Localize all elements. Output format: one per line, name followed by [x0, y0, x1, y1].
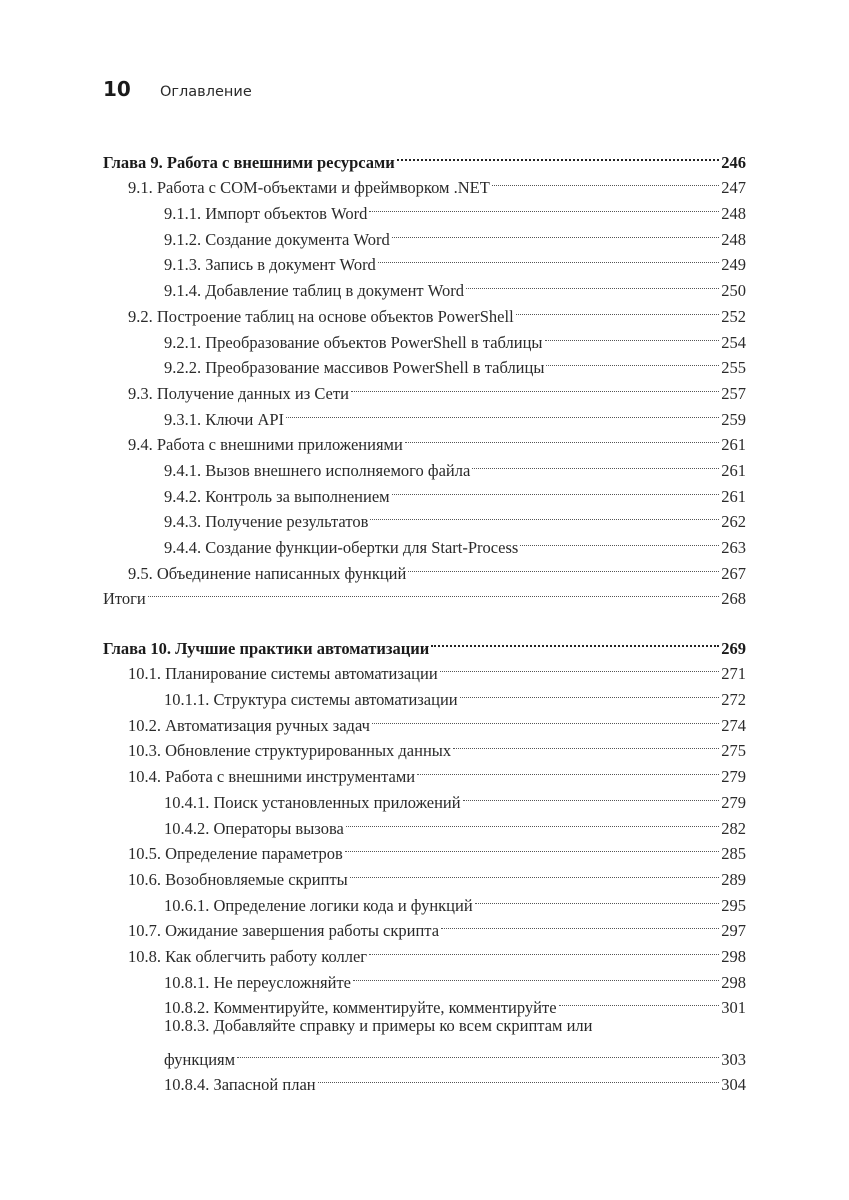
entry-page: 279 [721, 792, 746, 812]
toc-entry[interactable] [103, 296, 746, 326]
toc-entry[interactable] [103, 756, 746, 787]
dot-leader [431, 628, 719, 654]
dot-leader [345, 834, 719, 860]
entry-page: 298 [721, 946, 746, 966]
entry-title: 10.2. Автоматизация ручных задач [128, 713, 372, 739]
toc-entry[interactable] [103, 270, 746, 301]
entry-page: 274 [721, 715, 746, 735]
dot-leader [318, 1065, 720, 1091]
entry-title: 10.8.4. Запасной план [164, 1072, 318, 1098]
entry-title: 9.4.1. Вызов внешнего исполняемого файла [164, 458, 472, 484]
entry-page: 268 [721, 589, 746, 609]
toc-entry[interactable] [103, 373, 746, 403]
entry-title: 9.4.3. Получение результатов [164, 509, 370, 535]
dot-leader [516, 296, 720, 322]
entry-title: 9.1.1. Импорт объектов Word [164, 201, 369, 227]
entry-title: 10.4. Работа с внешними инструментами [128, 764, 417, 790]
entry-title: 9.4.4. Создание функции-обертки для Start-Process [164, 535, 520, 561]
dot-leader [453, 731, 719, 757]
toc-entry[interactable] [103, 859, 746, 889]
entry-page: 285 [721, 844, 746, 864]
entry-title: 9.5. Объединение написанных функций [128, 561, 408, 587]
dot-leader [397, 142, 719, 168]
entry-page: 259 [721, 409, 746, 429]
toc-entry[interactable] [103, 527, 746, 557]
entry-title: 10.3. Обновление структурированных данных [128, 738, 453, 764]
chapter-title: Глава 9. Работа с внешними ресурсами [103, 150, 397, 176]
toc-entry[interactable] [103, 502, 746, 532]
entry-title: 10.5. Определение параметров [128, 841, 345, 867]
entry-page: 301 [721, 998, 746, 1018]
toc-entry[interactable] [103, 679, 746, 710]
toc-chapter-heading[interactable] [103, 142, 746, 172]
dot-leader [369, 936, 719, 962]
toc-entry[interactable] [103, 193, 746, 224]
entry-page: 297 [721, 921, 746, 941]
toc-entry[interactable] [103, 1065, 746, 1095]
toc-entry[interactable] [103, 808, 746, 838]
dot-leader [405, 425, 719, 451]
dot-leader [520, 527, 719, 553]
entry-page: 295 [721, 895, 746, 915]
dot-leader [286, 399, 719, 425]
dot-leader [351, 373, 719, 399]
entry-page: 263 [721, 538, 746, 557]
entry-title: 10.1.1. Структура системы автоматизации [164, 687, 460, 713]
entry-title: 10.7. Ожидание завершения работы скрипта [128, 918, 441, 944]
chapter-title: Глава 10. Лучшие практики автоматизации [103, 636, 431, 662]
entry-title: 9.1.3. Запись в документ Word [164, 252, 378, 278]
dot-leader [546, 348, 719, 374]
dot-leader [148, 579, 719, 605]
entry-page: 279 [721, 767, 746, 787]
entry-page: 252 [721, 306, 746, 326]
chapter-page: 269 [721, 638, 746, 658]
dot-leader [353, 962, 719, 988]
entry-title: 9.3.1. Ключи API [164, 407, 286, 433]
dot-leader [408, 553, 719, 579]
section-title: Оглавление [160, 84, 252, 100]
entry-page: 262 [721, 512, 746, 532]
entry-title: 9.1. Работа с COM-объектами и фреймворком .NET [128, 175, 492, 201]
dot-leader [492, 168, 719, 194]
entry-title: 10.1. Планирование системы автоматизации [128, 661, 440, 687]
dot-leader [440, 654, 720, 680]
entry-page: 257 [721, 383, 746, 403]
dot-leader [417, 756, 719, 782]
entry-title: 10.4.1. Поиск установленных приложений [164, 790, 463, 816]
entry-page: 255 [721, 358, 746, 378]
dot-leader [369, 193, 719, 219]
entry-title: 10.4.2. Операторы вызова [164, 816, 346, 842]
toc-entry-summary[interactable] [103, 579, 746, 609]
dot-leader [463, 782, 720, 808]
toc-entry[interactable] [103, 936, 746, 966]
entry-page: 272 [721, 690, 746, 710]
toc-entry[interactable] [103, 553, 746, 583]
entry-title: 10.8. Как облегчить работу коллег [128, 944, 369, 970]
toc-chapter-heading[interactable] [103, 628, 746, 658]
toc-entry[interactable] [103, 654, 746, 684]
entry-page: 282 [721, 818, 746, 838]
entry-title: 9.1.2. Создание документа Word [164, 227, 392, 253]
dot-leader [350, 859, 719, 885]
toc-entry[interactable] [103, 168, 746, 198]
entry-page: 248 [721, 204, 746, 224]
toc-entry-multiline[interactable] [103, 1013, 746, 1069]
entry-page: 267 [721, 563, 746, 583]
entry-page: 249 [721, 255, 746, 275]
entry-title: 10.6.1. Определение логики кода и функций [164, 893, 475, 919]
entry-page: 271 [721, 664, 746, 684]
entry-title: 9.3. Получение данных из Сети [128, 381, 351, 407]
dot-leader [460, 679, 720, 705]
entry-page: 261 [721, 460, 746, 480]
entry-title: 9.4.2. Контроль за выполнением [164, 484, 392, 510]
toc-entry[interactable] [103, 911, 746, 941]
dot-leader [378, 245, 719, 271]
toc-entry[interactable] [103, 782, 746, 812]
toc-entry[interactable] [103, 476, 746, 506]
chapter-9-block [103, 142, 746, 609]
toc-entry[interactable] [103, 962, 746, 992]
entry-title: 9.2.1. Преобразование объектов PowerShell в таблицы [164, 330, 545, 356]
dot-leader [372, 705, 719, 731]
entry-title: 9.2. Построение таблиц на основе объектов PowerShell [128, 304, 516, 330]
entry-page: 304 [721, 1075, 746, 1095]
dot-leader [392, 219, 720, 245]
entry-page: 250 [721, 281, 746, 301]
entry-page: 303 [721, 1049, 746, 1069]
dot-leader [472, 450, 719, 476]
toc-entry[interactable] [103, 450, 746, 480]
toc-entry[interactable] [103, 348, 746, 378]
entry-title: 10.6. Возобновляемые скрипты [128, 867, 350, 893]
dot-leader [559, 988, 720, 1014]
entry-title: 9.2.2. Преобразование массивов PowerShell в таблицы [164, 355, 546, 381]
toc-entry[interactable] [103, 731, 746, 761]
toc-entry[interactable] [103, 705, 746, 735]
toc-entry[interactable] [103, 399, 746, 429]
toc-entry[interactable] [103, 834, 746, 864]
entry-page: 298 [721, 972, 746, 992]
entry-page: 247 [721, 178, 746, 198]
toc-entry[interactable] [103, 425, 746, 455]
toc-entry[interactable] [103, 245, 746, 275]
page-number: 10 [103, 77, 131, 101]
dot-leader [466, 270, 719, 296]
entry-page: 261 [721, 435, 746, 455]
entry-page: 248 [721, 229, 746, 249]
dot-leader [346, 808, 719, 834]
toc-entry[interactable] [103, 322, 746, 352]
toc-entry[interactable] [103, 219, 746, 249]
entry-title: 9.4. Работа с внешними приложениями [128, 432, 405, 458]
chapter-10-block [103, 628, 746, 1095]
entry-title: 10.8.1. Не переусложняйте [164, 970, 353, 996]
entry-page: 275 [721, 741, 746, 761]
entry-title: 9.1.4. Добавление таблиц в документ Word [164, 278, 466, 304]
dot-leader [370, 502, 719, 528]
running-header [103, 77, 252, 105]
entry-title-line1: 10.8.3. Добавляйте справку и примеры ко всем скриптам или [164, 1016, 593, 1036]
toc-entry[interactable] [103, 885, 746, 915]
toc-entry[interactable] [103, 988, 746, 1018]
dot-leader [237, 1039, 719, 1065]
entry-title-line2: функциям [164, 1047, 237, 1073]
entry-page: 289 [721, 869, 746, 889]
entry-title: 10.8.2. Комментируйте, комментируйте, комментируйте [164, 995, 559, 1021]
entry-title: Итоги [103, 586, 148, 612]
entry-page: 261 [721, 486, 746, 506]
chapter-page: 246 [721, 152, 746, 172]
dot-leader [545, 322, 720, 348]
dot-leader [475, 885, 720, 911]
entry-page: 254 [721, 332, 746, 352]
dot-leader [392, 476, 720, 502]
dot-leader [441, 911, 719, 937]
